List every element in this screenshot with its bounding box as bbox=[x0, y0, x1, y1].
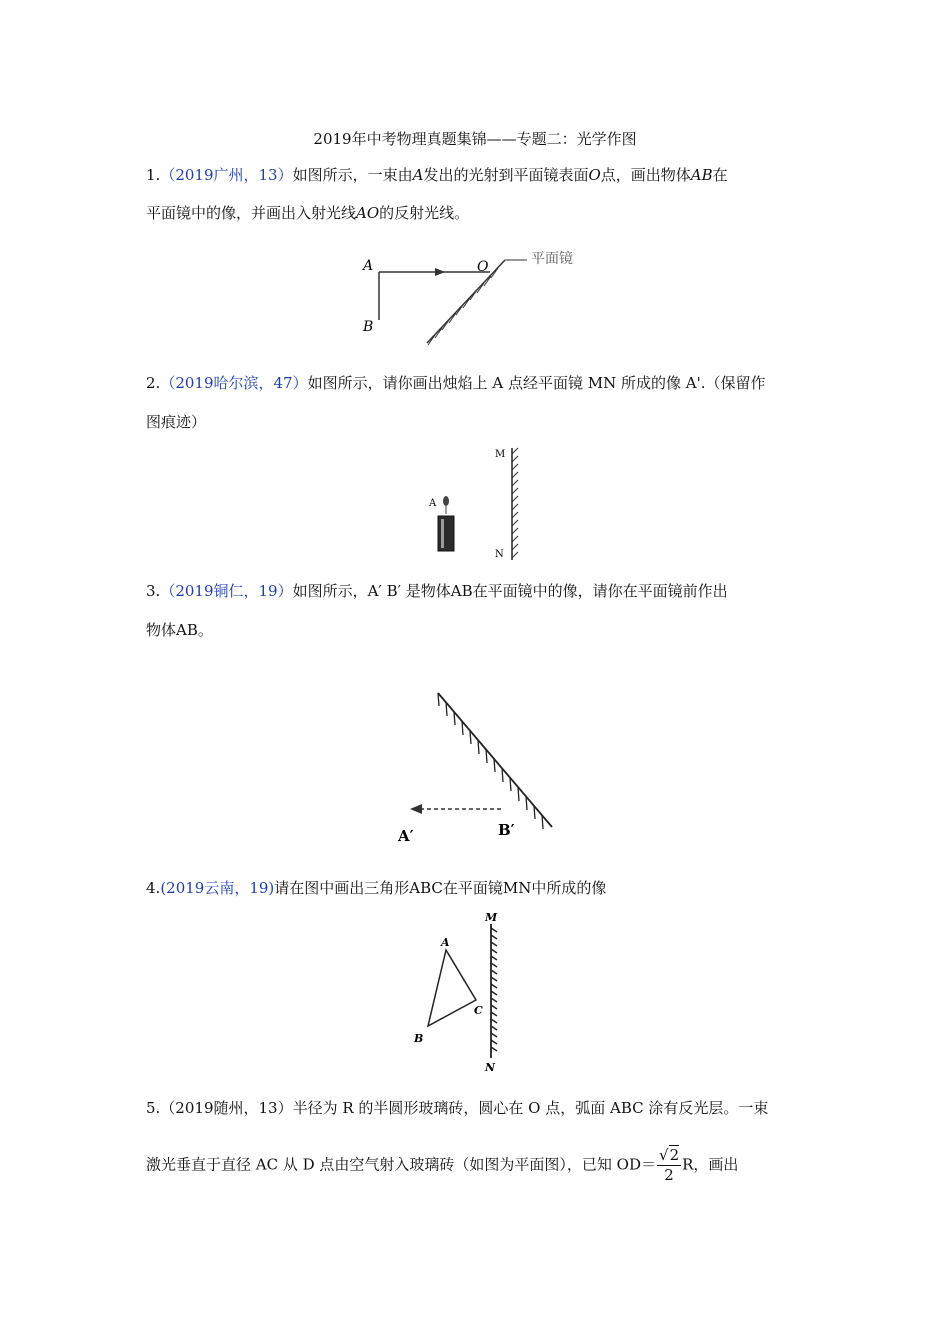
question-2-line-2: 图痕迹） bbox=[146, 413, 207, 431]
fraction-sqrt2-over-2 bbox=[657, 1148, 681, 1183]
question-2-source: （2019哈尔滨，47） bbox=[160, 374, 308, 392]
q1-var-ao: AO bbox=[356, 204, 380, 222]
question-4-source: (2019云南，19) bbox=[160, 879, 275, 897]
question-3-figure bbox=[390, 685, 565, 850]
question-4-figure bbox=[408, 908, 518, 1078]
q1-text-b: 发出的光射到平面镜表面 bbox=[423, 166, 589, 184]
label-o: O bbox=[477, 259, 489, 275]
question-3-number: 3. bbox=[146, 582, 161, 600]
question-5-line-1: 5.（2019随州，13）半径为 R 的半圆形玻璃砖，圆心在 O 点，弧面 ABC 涂有反光层。一束 bbox=[146, 1099, 769, 1117]
question-3-line-2: 物体AB。 bbox=[146, 621, 213, 639]
question-2-number: 2. bbox=[146, 374, 161, 392]
question-4-number: 4. bbox=[146, 879, 161, 897]
q1-text-d: 在 bbox=[712, 166, 728, 184]
q1-text-a: 如图所示，一束由 bbox=[292, 166, 413, 184]
q1-line2-b: 的反射光线。 bbox=[379, 204, 470, 222]
label-n: N bbox=[485, 1061, 496, 1074]
label-m: M bbox=[495, 449, 506, 460]
image-arrowhead bbox=[410, 804, 422, 814]
q1-var-o: O bbox=[588, 166, 601, 184]
page-title: 2019年中考物理真题集锦——专题二：光学作图 bbox=[313, 130, 637, 148]
q1-var-a: A bbox=[412, 166, 424, 184]
question-4-line-1 bbox=[146, 877, 606, 898]
label-a: A bbox=[441, 936, 450, 949]
label-m: M bbox=[485, 911, 498, 924]
label-b: B bbox=[363, 319, 374, 335]
label-n: N bbox=[495, 549, 504, 560]
sqrt-symbol: √ bbox=[659, 1146, 669, 1164]
question-4-text: 请在图中画出三角形ABC在平面镜MN中所成的像 bbox=[274, 879, 607, 897]
question-1-line-1 bbox=[146, 164, 728, 185]
question-1-figure bbox=[355, 240, 595, 350]
candle-flame bbox=[443, 496, 449, 506]
question-2-text: 如图所示，请你画出烛焰上 A 点经平面镜 MN 所成的像 A'.（保留作 bbox=[307, 374, 766, 392]
q5-line2-a: 激光垂直于直径 AC 从 D 点由空气射入玻璃砖（如图为平面图），已知 OD＝ bbox=[146, 1155, 657, 1174]
q1-line2-a: 平面镜中的像，并画出入射光线 bbox=[146, 204, 357, 222]
label-b: B bbox=[414, 1032, 424, 1045]
plane-mirror bbox=[438, 693, 552, 827]
question-2-figure bbox=[418, 440, 538, 565]
question-3-source: （2019铜仁，19） bbox=[160, 582, 293, 600]
label-a-prime: A′ bbox=[398, 827, 414, 845]
question-1-number: 1. bbox=[146, 166, 161, 184]
q1-var-ab: AB bbox=[690, 166, 713, 184]
q1-text-c: 点，画出物体 bbox=[600, 166, 691, 184]
label-a: A bbox=[363, 258, 374, 274]
label-b-prime: B′ bbox=[498, 821, 515, 839]
triangle-abc bbox=[428, 950, 476, 1026]
label-a: A bbox=[429, 498, 437, 509]
candle-body bbox=[438, 516, 454, 551]
question-2-line-1 bbox=[146, 372, 765, 393]
sqrt-value: 2 bbox=[669, 1146, 680, 1164]
question-3-line-1 bbox=[146, 580, 728, 601]
question-1-source: （2019广州，13） bbox=[160, 166, 293, 184]
question-3-text: 如图所示，A′ B′ 是物体AB在平面镜中的像，请你在平面镜前作出 bbox=[292, 582, 728, 600]
ray-arrowhead bbox=[435, 268, 445, 276]
question-5-line-2 bbox=[146, 1148, 738, 1183]
label-mirror: 平面镜 bbox=[531, 251, 573, 267]
question-1-line-2 bbox=[146, 202, 469, 223]
q5-line2-b: R，画出 bbox=[682, 1155, 739, 1174]
candle-highlight bbox=[441, 519, 444, 548]
fraction-denominator: 2 bbox=[664, 1166, 674, 1184]
label-c: C bbox=[474, 1004, 483, 1017]
